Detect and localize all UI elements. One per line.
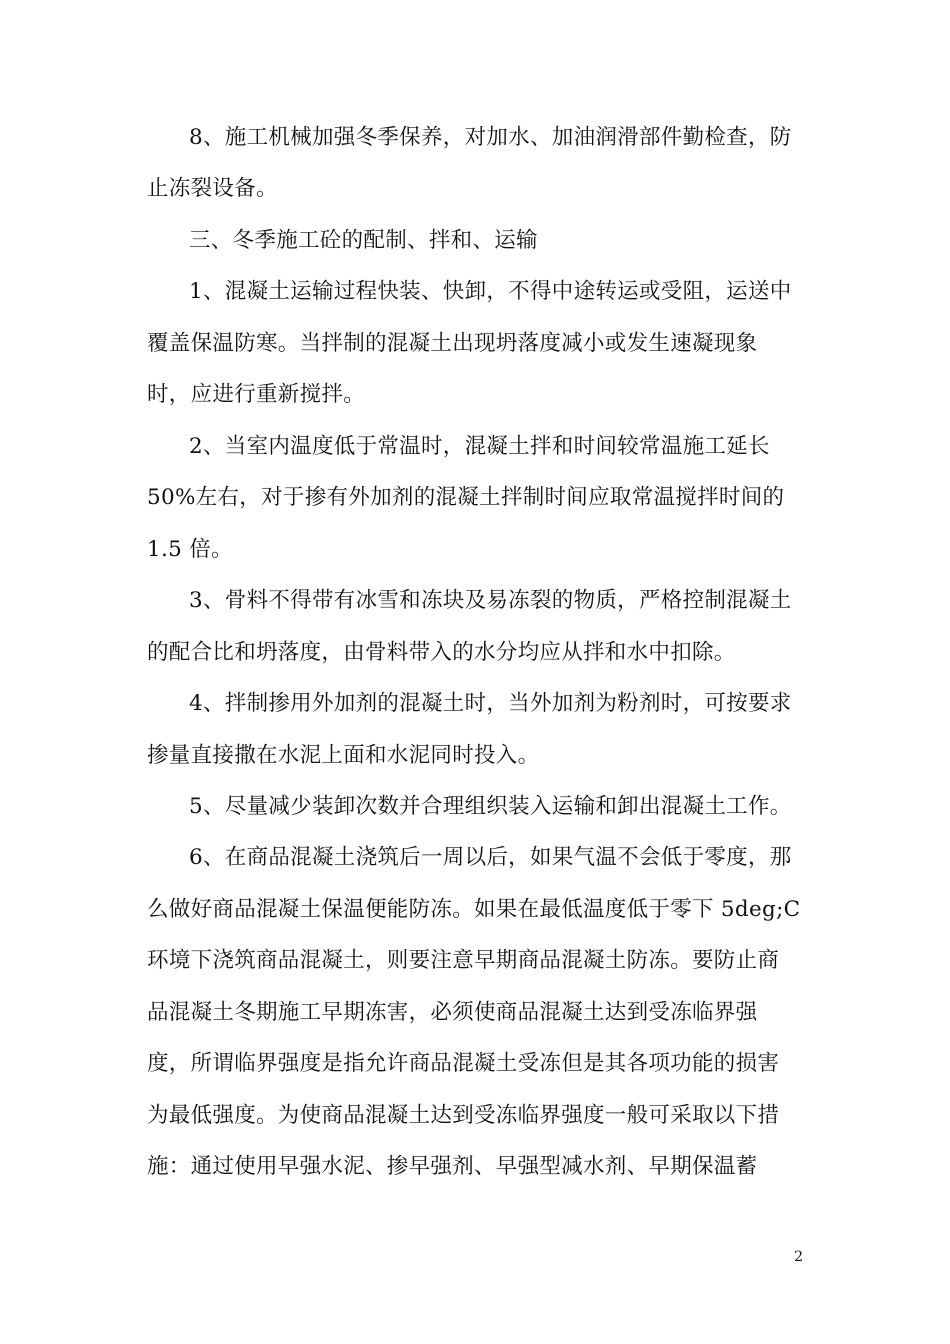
paragraph-6-line-6: 为最低强度。为使商品混凝土达到受冻临界强度一般可采取以下措	[147, 1103, 780, 1128]
paragraph-2-line-1: 2、当室内温度低于常温时，混凝土拌和时间较常温施工延长	[189, 434, 770, 459]
paragraph-1-line-1: 1、混凝土运输过程快装、快卸，不得中途转运或受阻，运送中	[189, 279, 792, 304]
paragraph-2-line-2: 50%左右，对于掺有外加剂的混凝土拌制时间应取常温搅拌时间的	[147, 485, 785, 510]
paragraph-4-line-1: 4、拌制掺用外加剂的混凝土时，当外加剂为粉剂时，可按要求	[189, 691, 792, 716]
section-heading-3: 三、冬季施工砼的配制、拌和、运输	[189, 228, 538, 253]
paragraph-1-line-3: 时，应进行重新搅拌。	[147, 382, 366, 407]
paragraph-5-line-1: 5、尽量减少装卸次数并合理组织装入运输和卸出混凝土工作。	[189, 794, 792, 819]
paragraph-3-line-1: 3、骨料不得带有冰雪和冻块及易冻裂的物质，严格控制混凝土	[189, 588, 792, 613]
paragraph-6-line-3: 环境下浇筑商品混凝土，则要注意早期商品混凝土防冻。要防止商	[147, 948, 780, 973]
paragraph-6-line-7: 施：通过使用早强水泥、掺早强剂、早强型减水剂、早期保温蓄	[147, 1154, 758, 1179]
paragraph-3-line-2: 的配合比和坍落度，由骨料带入的水分均应从拌和水中扣除。	[147, 640, 736, 665]
paragraph-6-line-1: 6、在商品混凝土浇筑后一周以后，如果气温不会低于零度，那	[189, 845, 792, 870]
page-number: 2	[794, 1249, 803, 1265]
paragraph-6-line-2: 么做好商品混凝土保温便能防冻。如果在最低温度低于零下 5deg;C	[147, 897, 801, 922]
paragraph-8-line-2: 止冻裂设备。	[147, 176, 278, 201]
paragraph-2-line-3: 1.5 倍。	[147, 537, 233, 562]
paragraph-8-line-1: 8、施工机械加强冬季保养，对加水、加油润滑部件勤检查，防	[189, 125, 792, 150]
paragraph-6-line-4: 品混凝土冬期施工早期冻害，必须使商品混凝土达到受冻临界强	[147, 1000, 758, 1025]
paragraph-1-line-2: 覆盖保温防寒。当拌制的混凝土出现坍落度减小或发生速凝现象	[147, 331, 758, 356]
paragraph-6-line-5: 度，所谓临界强度是指允许商品混凝土受冻但是其各项功能的损害	[147, 1051, 780, 1076]
paragraph-4-line-2: 掺量直接撒在水泥上面和水泥同时投入。	[147, 743, 540, 768]
